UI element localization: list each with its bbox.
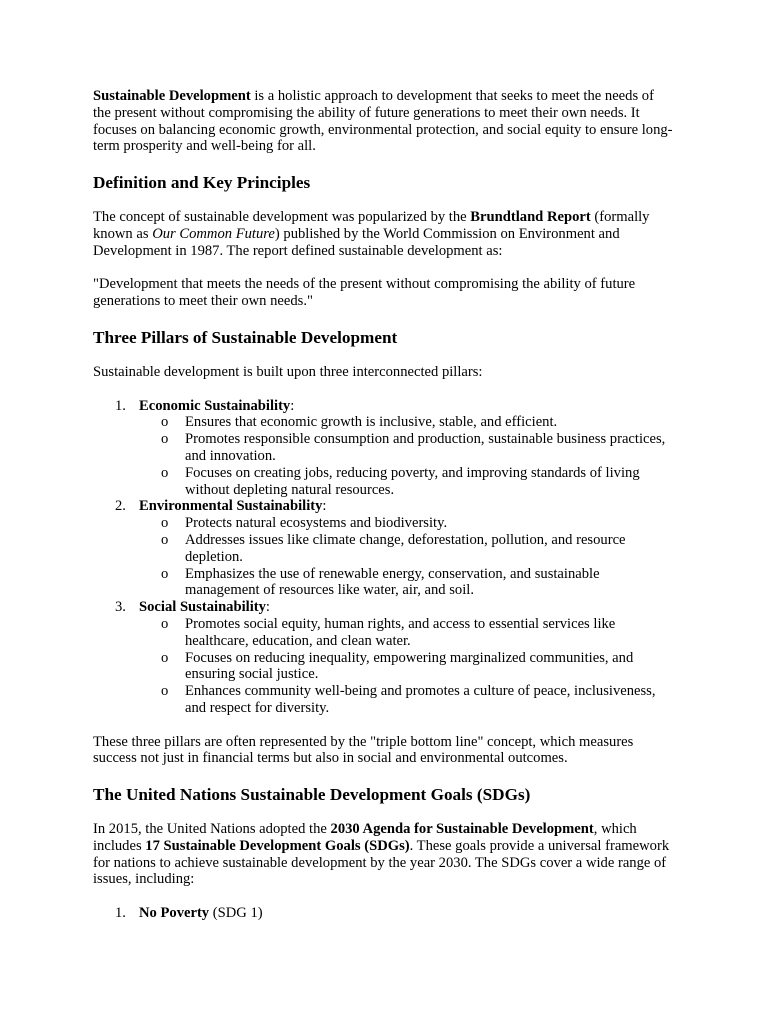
bullet-glyph: o	[161, 515, 169, 532]
bullet-glyph: o	[161, 414, 169, 431]
list-number: 1.	[115, 397, 126, 414]
list-item	[161, 615, 675, 650]
pillar-colon: :	[322, 498, 327, 515]
definition-quote: "Development that meets the needs of the present without compromising the ability of future generations to meet their own needs."	[93, 276, 636, 310]
definition-text-a: The concept of sustainable development was popularized by the	[93, 209, 471, 226]
intro-term: Sustainable Development	[93, 88, 251, 104]
heading-pillars: Three Pillars of Sustainable Development	[93, 327, 398, 347]
sdgs-text-a: In 2015, the United Nations adopted the	[93, 821, 331, 838]
heading-definition: Definition and Key Principles	[93, 173, 311, 193]
list-number: 2.	[115, 498, 126, 515]
brundtland-report: Brundtland Report	[470, 209, 591, 226]
bullet-text: Focuses on creating jobs, reducing poverty, and improving standards of living without depleting natural resources.	[185, 464, 640, 498]
pillar-colon: :	[265, 599, 270, 616]
pillar-item	[115, 498, 675, 599]
list-item	[161, 414, 675, 431]
pillar-colon: :	[290, 397, 295, 414]
sdgs-paragraph	[93, 821, 675, 888]
bullet-glyph: o	[161, 531, 169, 548]
list-number: 1.	[115, 905, 126, 922]
sdg-title: No Poverty	[139, 905, 210, 922]
our-common-future: Our Common Future	[152, 225, 275, 242]
list-item	[161, 565, 675, 600]
bullet-glyph: o	[161, 615, 169, 632]
pillars-intro: Sustainable development is built upon three interconnected pillars:	[93, 363, 483, 380]
list-number: 3.	[115, 599, 126, 616]
bullet-text: Ensures that economic growth is inclusive, stable, and efficient.	[185, 414, 558, 431]
pillar-title: Economic Sustainability	[139, 397, 291, 414]
sdgs-text-b: , which includes	[93, 821, 637, 854]
heading-sdgs: The United Nations Sustainable Development Goals (SDGs)	[93, 785, 531, 805]
pillar-item	[115, 599, 675, 717]
sdg-item	[115, 905, 675, 922]
bullet-glyph: o	[161, 565, 169, 582]
pillar-item	[115, 397, 675, 499]
pillar-title: Environmental Sustainability	[139, 498, 323, 515]
pillar-bullets	[139, 414, 675, 498]
definition-paragraph	[93, 209, 675, 259]
bullet-text: Addresses issues like climate change, deforestation, pollution, and resource depletion.	[185, 531, 626, 565]
sdg-suffix: (SDG 1)	[209, 905, 263, 922]
list-item	[161, 683, 675, 717]
sdgs-text-c: . These goals provide a universal framework for nations to achieve sustainable development by the year 2030. The SDGs cover a wide range of issues, including:	[93, 837, 670, 888]
definition-text-b: (formally known as	[93, 209, 650, 242]
bullet-glyph: o	[161, 649, 169, 666]
bullet-text: Emphasizes the use of renewable energy, conservation, and sustainable management of resources like water, air, and soil.	[185, 565, 600, 599]
list-item	[161, 531, 675, 566]
bullet-text: Promotes responsible consumption and production, sustainable business practices, and innovation.	[185, 431, 666, 464]
bullet-text: Promotes social equity, human rights, and access to essential services like healthcare, education, and clean water.	[185, 615, 616, 649]
bullet-text: Protects natural ecosystems and biodiversity.	[185, 515, 448, 532]
bullet-glyph: o	[161, 683, 169, 700]
definition-text-c: ) published by the World Commission on Environment and Development in 1987. The report defined sustainable development as:	[93, 225, 620, 259]
intro-text: is a holistic approach to development that seeks to meet the needs of the present without compromising the ability of future generations to meet their own needs. It focuses on balancing economic growth, environmental protection, and social equity to ensure long-term prosperity and well-being for all.	[93, 88, 673, 155]
bullet-glyph: o	[161, 464, 169, 481]
agenda-2030: 2030 Agenda for Sustainable Development	[330, 821, 594, 838]
bullet-text: Enhances community well-being and promotes a culture of peace, inclusiveness, and respect for diversity.	[185, 683, 656, 716]
seventeen-sdgs: 17 Sustainable Development Goals (SDGs)	[145, 837, 410, 854]
intro-paragraph	[93, 88, 675, 155]
list-item	[161, 515, 675, 532]
pillars-list	[93, 398, 675, 717]
bullet-text: Focuses on reducing inequality, empowering marginalized communities, and ensuring social justice.	[185, 649, 634, 683]
pillar-bullets	[139, 616, 675, 717]
list-item	[161, 431, 675, 465]
bullet-glyph: o	[161, 431, 169, 448]
pillar-title: Social Sustainability	[139, 599, 266, 616]
pillars-closing: These three pillars are often represented by the "triple bottom line" concept, which measures success not just in financial terms but also in social and environmental outcomes.	[93, 733, 634, 767]
list-item	[161, 649, 675, 684]
sdgs-list	[93, 905, 675, 922]
pillar-bullets	[139, 515, 675, 599]
list-item	[161, 464, 675, 499]
